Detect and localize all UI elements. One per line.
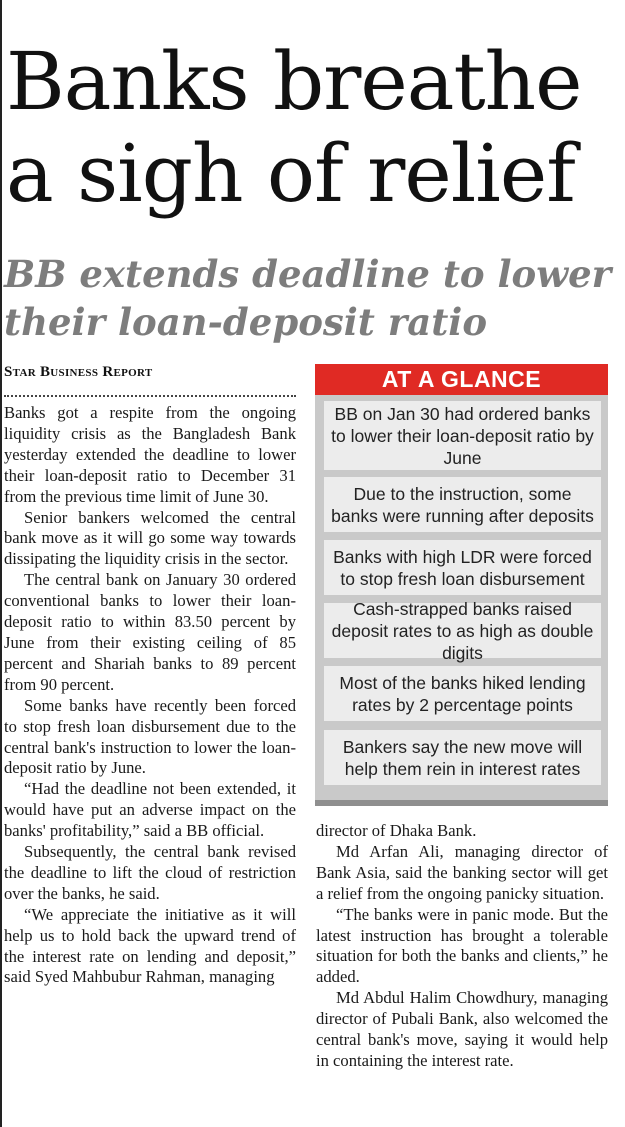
glance-item: Bankers say the new move will help them rein in interest rates [324,730,601,785]
paragraph: Some banks have recently been forced to stop fresh loan disbursement due to the central bank's instruction to lower the loan-deposit ratio by June. [4,695,296,778]
byline: Star Business Report [4,364,153,380]
glance-item: Due to the instruction, some banks were running after deposits [324,477,601,532]
paragraph: The central bank on January 30 ordered conventional banks to lower their loan-deposit ratio to within 83.50 percent by June from their existing ceiling of 85 percent and Shariah banks to 89 percent from 90 percent. [4,570,296,694]
article-body-left [4,403,296,988]
paragraph: “Had the deadline not been extended, it would have put an adverse impact on the banks' profitability,” said a BB official. [4,779,296,841]
article-body-right [316,821,608,1072]
paragraph: Senior bankers welcomed the central bank move as it will go some way towards dissipating the liquidity crisis in the sector. [4,507,296,569]
column-rule [0,0,2,1127]
paragraph: Md Arfan Ali, managing director of Bank Asia, said the banking sector will get a relief from the ongoing panicky situation. [316,841,608,903]
glance-item: Most of the banks hiked lending rates by 2 percentage points [324,666,601,721]
paragraph: Subsequently, the central bank revised the deadline to lift the cloud of restriction over the banks, he said. [4,842,296,903]
dotted-divider [4,395,296,397]
glance-item: Cash-strapped banks raised deposit rates to as high as double digits [324,603,601,658]
paragraph: Md Abdul Halim Chowdhury, managing director of Pubali Bank, also welcomed the central bank's move, saying it would help in containing the interest rate. [316,988,608,1070]
paragraph: “We appreciate the initiative as it will help us to hold back the upward trend of the interest rate on lending and deposit,” said Syed Mahbubur Rahman, managing [4,904,296,987]
glance-box-shadow [315,800,608,806]
at-a-glance-box [315,364,608,806]
at-a-glance-title: AT A GLANCE [315,364,608,395]
subheadline: BB extends deadline to lower their loan-deposit ratio [4,252,612,344]
headline: Banks breathe a sigh of relief [6,35,582,220]
paragraph: director of Dhaka Bank. [316,821,477,840]
paragraph: Banks got a respite from the ongoing liquidity crisis as the Bangladesh Bank yesterday extended the deadline to lower their loan-deposit ratio to December 31 from the previous time limit of June 30. [4,403,296,506]
glance-item: BB on Jan 30 had ordered banks to lower their loan-deposit ratio by June [324,401,601,470]
glance-item: Banks with high LDR were forced to stop fresh loan disbursement [324,540,601,595]
paragraph: “The banks were in panic mode. But the latest instruction has brought a tolerable situation for both the banks and clients,” he added. [316,904,608,987]
